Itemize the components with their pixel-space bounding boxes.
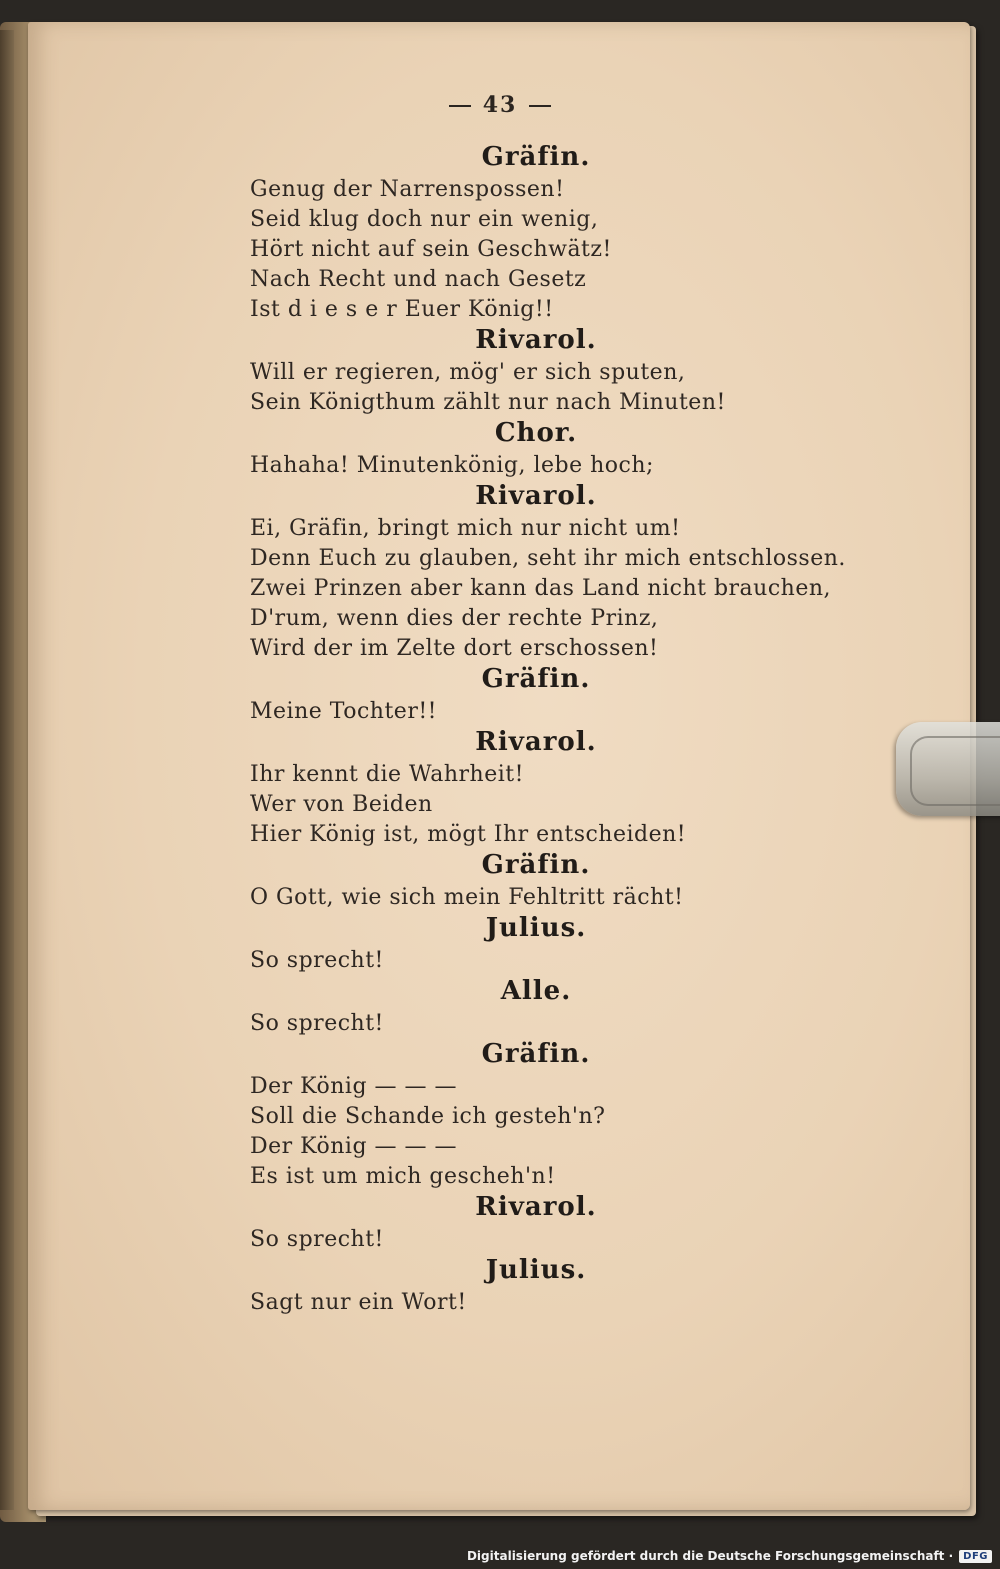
verse-line: Genug der Narrenspossen!: [250, 177, 565, 202]
verse-line: Denn Euch zu glauben, seht ihr mich entschlossen.: [250, 546, 846, 571]
speaker-name: Rivarol.: [475, 481, 597, 511]
verse-line: Hahaha! Minutenkönig, lebe hoch;: [250, 453, 654, 478]
verse-line: Will er regieren, mög' er sich sputen,: [250, 360, 686, 385]
speaker-name: Gräfin.: [481, 664, 591, 694]
verse-line: Seid klug doch nur ein wenig,: [250, 207, 599, 232]
speaker-name: Julius.: [485, 913, 587, 943]
verse-line: Ihr kennt die Wahrheit!: [250, 762, 524, 787]
page-number-text: 43: [482, 92, 518, 118]
verse-line: So sprecht!: [250, 1011, 384, 1036]
book-spine: [0, 30, 14, 1510]
dash-right: [529, 105, 551, 107]
verse-line: Ei, Gräfin, bringt mich nur nicht um!: [250, 516, 681, 541]
verse-line: Meine Tochter!!: [250, 699, 438, 724]
verse-line: Wird der im Zelte dort erschossen!: [250, 636, 659, 661]
verse-line: D'rum, wenn dies der rechte Prinz,: [250, 606, 659, 631]
digitization-footer: [467, 1549, 992, 1563]
speaker-name: Chor.: [494, 418, 578, 448]
speaker-name: Julius.: [485, 1255, 587, 1285]
verse-line: Wer von Beiden: [250, 792, 433, 817]
verse-line: Soll die Schande ich gesteh'n?: [250, 1104, 606, 1129]
verse-line: So sprecht!: [250, 948, 384, 973]
dash-left: [449, 105, 471, 107]
speaker-name: Alle.: [500, 976, 572, 1006]
verse-line: Es ist um mich gescheh'n!: [250, 1164, 556, 1189]
speaker-name: Gräfin.: [481, 850, 591, 880]
verse-line: Ist d i e s e r Euer König!!: [250, 297, 554, 322]
footer-text: Digitalisierung gefördert durch die Deutsche Forschungsgemeinschaft ·: [466, 1549, 954, 1563]
verse-line: Hört nicht auf sein Geschwätz!: [250, 237, 612, 262]
speaker-name: Rivarol.: [475, 1192, 597, 1222]
verse-line: Nach Recht und nach Gesetz: [250, 267, 587, 292]
speaker-name: Gräfin.: [481, 1039, 591, 1069]
page-number: [0, 92, 1000, 118]
speaker-name: Rivarol.: [475, 727, 597, 757]
script-text: [250, 142, 846, 1318]
verse-line: Hier König ist, mögt Ihr entscheiden!: [250, 822, 687, 847]
speaker-name: Gräfin.: [481, 142, 591, 172]
verse-line: Sagt nur ein Wort!: [250, 1290, 467, 1315]
verse-line: Sein Königthum zählt nur nach Minuten!: [250, 390, 726, 415]
dfg-logo: DFG: [959, 1550, 992, 1563]
verse-line: Der König — — —: [250, 1134, 458, 1159]
verse-line: Der König — — —: [250, 1074, 458, 1099]
page-clip-edge: [910, 736, 1000, 806]
verse-line: So sprecht!: [250, 1227, 384, 1252]
verse-line: Zwei Prinzen aber kann das Land nicht brauchen,: [250, 576, 832, 601]
verse-line: O Gott, wie sich mein Fehltritt rächt!: [250, 885, 684, 910]
speaker-name: Rivarol.: [475, 325, 597, 355]
